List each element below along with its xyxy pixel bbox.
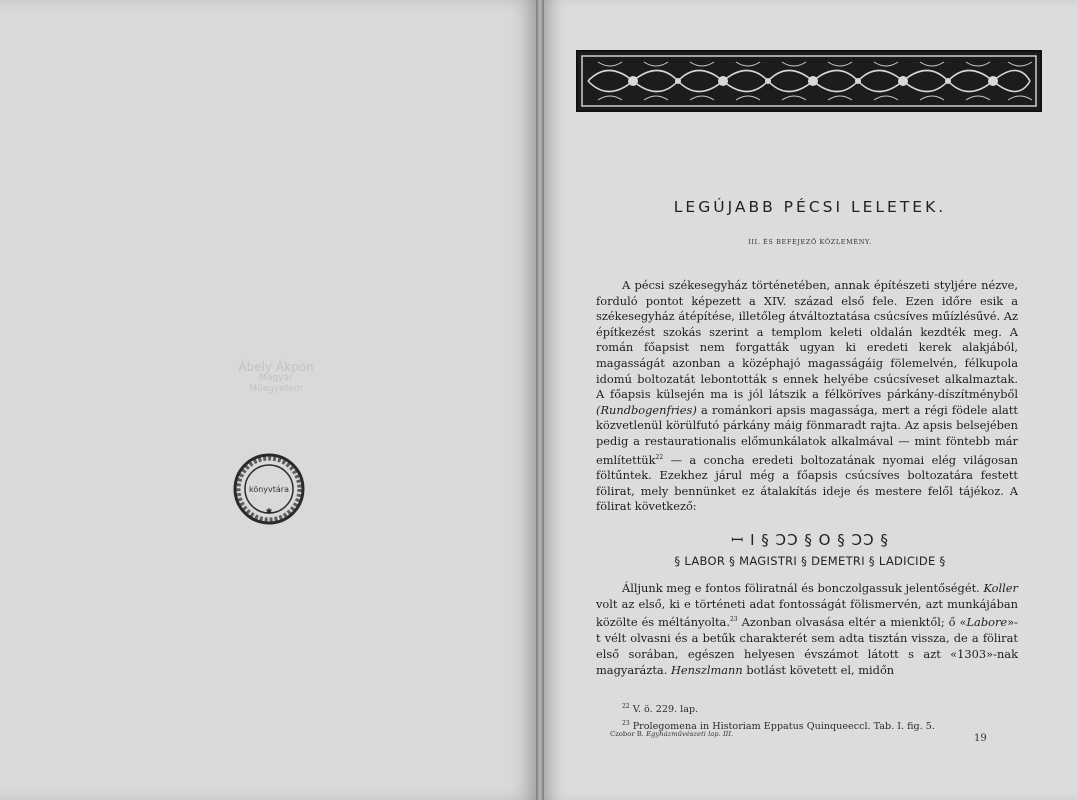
text-run: Álljunk meg e fontos föliratnál és bonczolgassuk jelentőségét. (622, 581, 980, 595)
text-run: A pécsi székesegyház történetében, annak építészeti styljére nézve, forduló pontot képezett a XIV. század első fele. Ezen időre esik a székesegyház átépítése, illetőleg átváltoztatása csúcsíves műízlésűvé. Az építkezést szokás szerint a templom keleti oldalán kezdték meg. A román főapsist nem forgatták ugyan ki eredeti kerek alakjából, magasságát azonban a középhajó magasságáig fölemelvén, félkupola idomú boltozatát lebontották s ennek helyébe csúcsíveset alkalmaztak. A főapsis külsején ma is jól látszik a félköríves párkány-díszítményből (596, 278, 1018, 402)
article-subtitle: III. ÉS BEFEJEZŐ KÖZLEMÉNY. (748, 238, 872, 246)
faint-stamp-line: Ábely Ákpon (238, 360, 314, 374)
text-run: »-t vélt olvasni és a betűk charakterét sem adta tisztán vissza, de a fölirat első sorában, egészen helyesen évszámot látott s azt «1303»-nak magyarázta. (596, 614, 1019, 677)
italic-term: Labore (966, 614, 1008, 629)
footer-work: Egyházművészeti lap. III. (646, 730, 734, 738)
footnote-text: Prolegomena in Historiam Eppatus Quinqueeccl. Tab. I. fig. 5. (632, 721, 935, 733)
article-title: LEGÚJABB PÉCSI LELETEK. (673, 198, 947, 216)
faint-stamp-line: Magyar (259, 373, 293, 383)
body-paragraph-1 (596, 278, 1018, 515)
page-footer (610, 730, 1010, 738)
page-number: 19 (974, 733, 987, 744)
footnote-number: 22 (622, 703, 630, 710)
faint-library-stamp (236, 362, 316, 395)
inscription-line-2: § LABOR § MAGISTRI § DEMETRI § LADICIDE § (674, 554, 946, 568)
inscription-line-1: ꟷ I § ƆƆ § O § ƆƆ § (731, 531, 889, 549)
footnote-ref: 22 (655, 453, 664, 461)
text-run: volt az első, ki e történeti adat fontosságát fölismervén, azt munkájában közölte és méltányolta. (596, 597, 1018, 629)
round-stamp-label: könyvtára (248, 485, 290, 494)
footer-author: Czobor B. (610, 730, 644, 738)
book-gutter (536, 0, 544, 800)
footnote-1 (622, 700, 1022, 717)
italic-name: Koller (983, 581, 1018, 595)
faint-stamp-line: Műegyetem (249, 384, 303, 394)
ornamental-header-band (576, 50, 1042, 112)
text-run: — a concha eredeti boltozatának nyomai elég világosan föltűntek. Ezekhez járul még a főapsis csúcsíves boltozatára festett fölirat, mely bennünket ez átalakítás ideje és mestere felől tájékoz. A fölirat következő: (596, 452, 1019, 514)
round-library-stamp (232, 452, 306, 526)
italic-term: (Rundbogenfries) (596, 402, 697, 417)
footnote-text: V. ö. 229. lap. (632, 704, 699, 716)
text-run: Azonban olvasása eltér a mienktől; ő « (741, 614, 967, 629)
text-run: botlást követett el, midőn (746, 662, 895, 677)
italic-name: Henszlmann (670, 662, 743, 677)
footnote-ref: 23 (729, 616, 738, 623)
body-paragraph-2 (596, 580, 1018, 678)
text-run: a románkori apsis magassága, mert a régi födele alatt közvetlenül körülfutó párkány máig fönmaradt rajta. Az apsis belsejében pedig a restaurationalis előmunkálatok alkalmával — mint föntebb már említettük (596, 402, 1018, 467)
svg-text:✱: ✱ (265, 507, 273, 516)
footnote-number: 23 (622, 720, 630, 728)
